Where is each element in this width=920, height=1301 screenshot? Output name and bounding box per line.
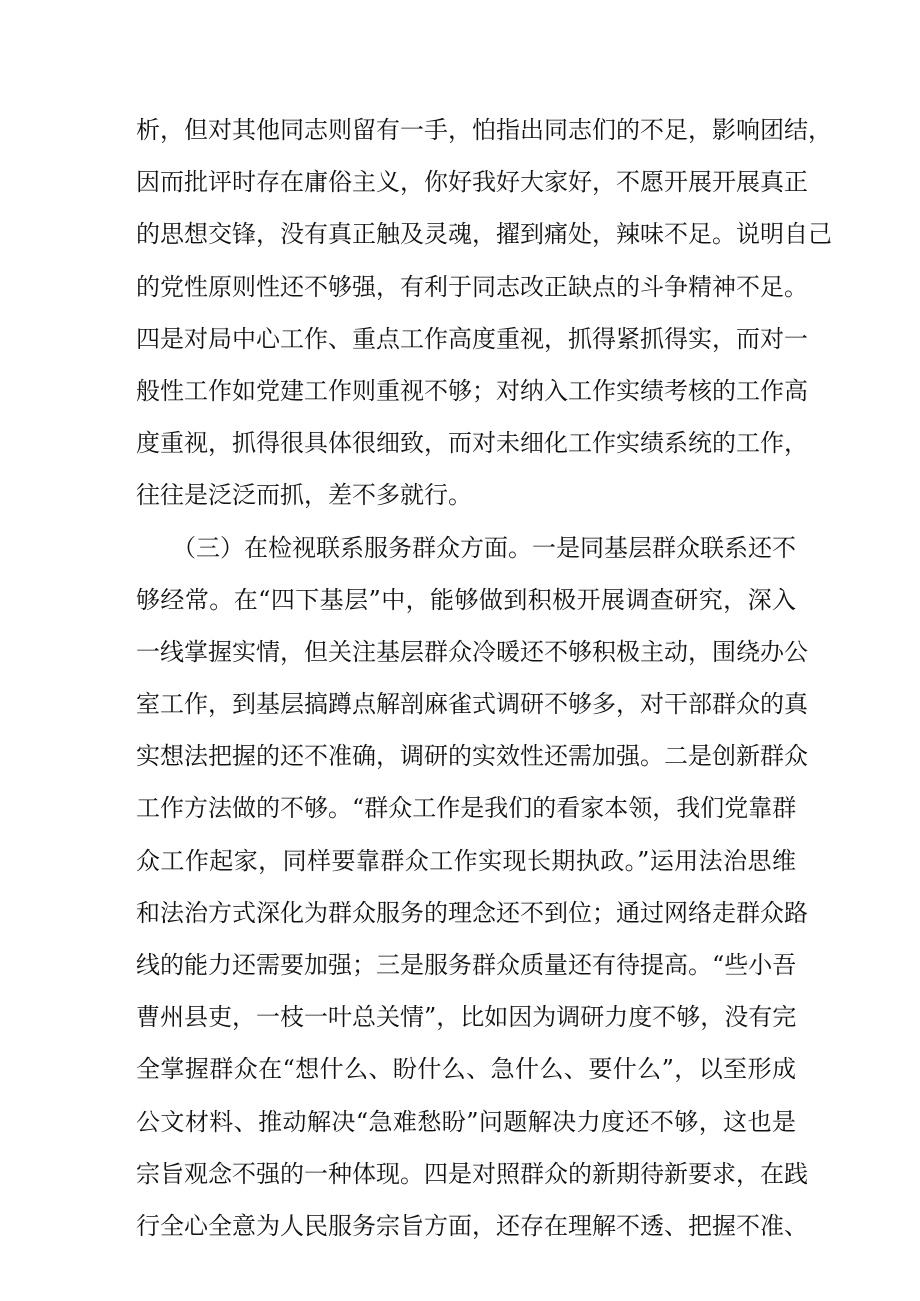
text-line: 行全心全意为人民服务宗旨方面，还存在理解不透、把握不准、: [136, 1211, 808, 1240]
text-line: 曹州县吏，一枝一叶总关情”，比如因为调研力度不够，没有完: [136, 1003, 797, 1032]
text-line: 的党性原则性还不够强，有利于同志改正缺点的斗争精神不足。: [136, 272, 808, 301]
text-line: 线的能力还需要加强；三是服务群众质量还有待提高。“些小吾: [136, 951, 797, 979]
text-line: 够经常。在“四下基层”中，能够做到积极开展调查研究，深入: [136, 585, 796, 614]
text-line: 实想法把握的还不准确，调研的实效性还需加强。二是创新群众: [136, 742, 808, 771]
text-line: 众工作起家，同样要靠群众工作实现长期执政。”运用法治思维: [136, 846, 796, 875]
text-line: 的思想交锋，没有真正触及灵魂，擢到痛处，辣味不足。说明自己: [136, 220, 832, 249]
text-line: 全掌握群众在“想什么、盼什么、急什么、要什么”，以至形成: [136, 1055, 796, 1084]
paragraph-last-line: 往往是泛泛而抓，差不多就行。: [136, 481, 472, 510]
text-line: 公文材料、推动解决“急难愁盼”问题解决力度还不够，这也是: [136, 1107, 796, 1136]
text-line: 室工作，到基层搞蹲点解剖麻雀式调研不够多，对干部群众的真: [136, 690, 808, 719]
document-body: [136, 104, 832, 1252]
text-line: 因而批评时存在庸俗主义，你好我好大家好，不愿开展开展真正: [136, 168, 808, 197]
text-line: 一线掌握实情，但关注基层群众冷暖还不够积极主动，围绕办公: [136, 637, 808, 666]
text-line: 四是对局中心工作、重点工作高度重视，抓得紧抓得实，而对一: [136, 324, 808, 353]
paragraph-first-line: （三）在检视联系服务群众方面。一是同基层群众联系还不: [136, 533, 796, 562]
text-line: 和法治方式深化为群众服务的理念还不到位；通过网络走群众路: [136, 898, 808, 927]
text-line: 工作方法做的不够。“群众工作是我们的看家本领，我们党靠群: [136, 794, 797, 823]
text-line: 宗旨观念不强的一种体现。四是对照群众的新期待新要求，在践: [136, 1159, 808, 1188]
text-line: 般性工作如党建工作则重视不够；对纳入工作实绩考核的工作高: [136, 376, 808, 405]
text-line: 度重视，抓得很具体很细致，而对未细化工作实绩系统的工作，: [136, 429, 808, 458]
text-line: 析，但对其他同志则留有一手，怕指出同志们的不足，影响团结，: [136, 116, 832, 144]
